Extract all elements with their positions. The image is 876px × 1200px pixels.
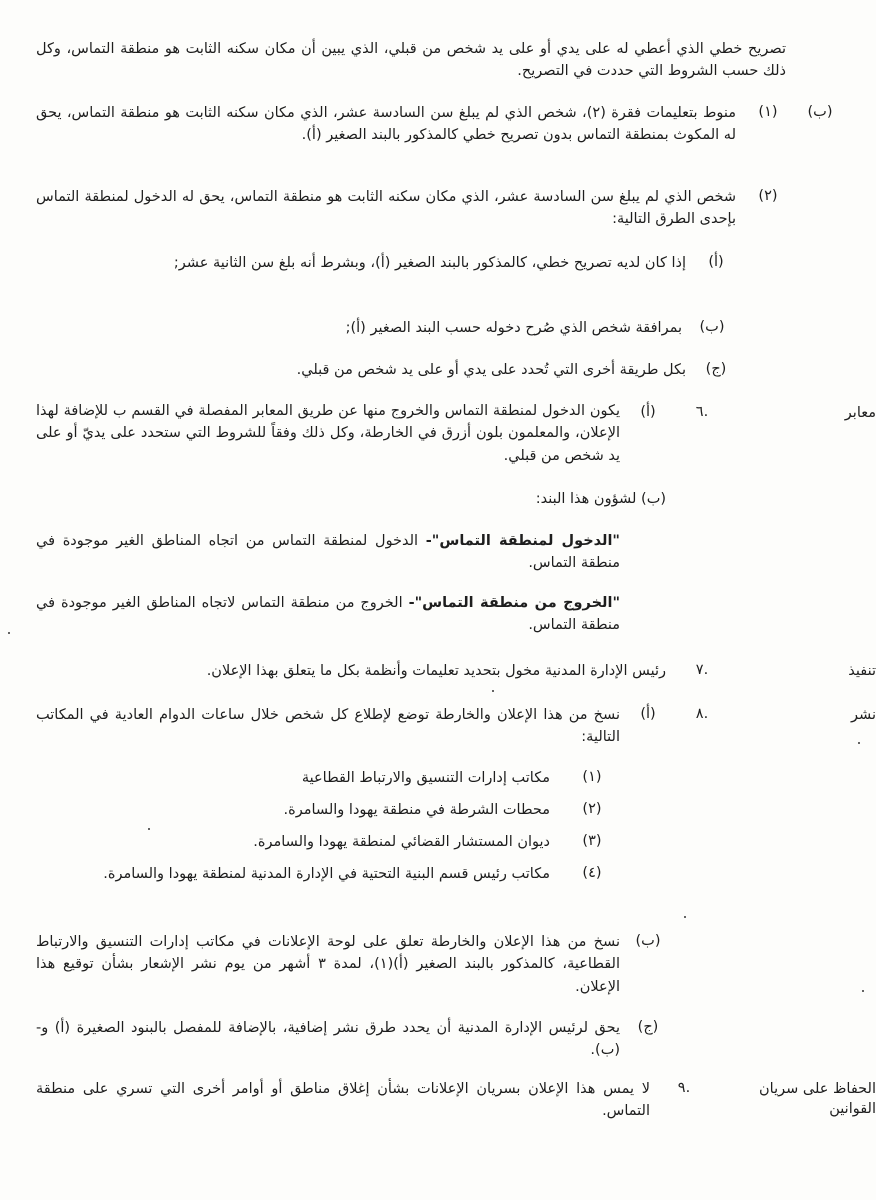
definition-exit-text: الخروج من منطقة التماس لاتجاه المناطق الغير موجودة في منطقة التماس. [36, 595, 620, 634]
scan-speck [492, 690, 494, 692]
section-7-text: رئيس الإدارة المدنية مخول بتحديد تعليمات وأنظمة بكل ما يتعلق بهذا الإعلان. [206, 663, 666, 679]
section-6-b-label: (ب) [641, 491, 666, 507]
clause-b2-sub-c-text: بكل طريقة أخرى التي تُحدد على يدي أو على يد شخص من قبلي. [296, 362, 686, 378]
section-6-a-text: يكون الدخول لمنطقة التماس والخروج منها عن طريق المعابر المفصلة في القسم ب للإضافة لهذا الإعلان، والمعلمون بلون أزرق في الخارطة، وكل ذلك وفقاً للشروط التي ستحدد على يديّ أو على يد شخص من قبلي. [36, 403, 620, 464]
definition-entry [36, 530, 620, 575]
clause-b1-number: (١) [758, 104, 778, 120]
section-9-side-title: الحفاظ على سريان القوانين [759, 1081, 876, 1117]
definition-exit-term: "الخروج من منطقة التماس"- [408, 595, 620, 611]
section-6-side-title: معابر [844, 405, 876, 421]
clause-b2-sub-b-text: بمرافقة شخص الذي صُرح دخوله حسب البند الصغير (أ); [345, 320, 682, 336]
section-9-text: لا يمس هذا الإعلان بسريان الإعلانات بشأن إغلاق مناطق أو أوامر أخرى التي تسري على منطقة التماس. [36, 1081, 650, 1120]
clause-b2-sub-c-label: (ج) [705, 361, 727, 377]
scan-speck [862, 990, 864, 992]
clause-b2-sub-a-text: إذا كان لديه تصريح خطي، كالمذكور بالبند الصغير (أ)، وبشرط أنه بلغ سن الثانية عشر; [173, 255, 686, 271]
clause-b2-text: شخص الذي لم يبلغ سن السادسة عشر، الذي مكان سكنه الثابت هو منطقة التماس، يحق له الدخول لمنطقة التماس بإحدى الطرق التالية: [36, 189, 736, 228]
definition-entry-text: الدخول لمنطقة التماس من اتجاه المناطق الغير موجودة في منطقة التماس. [36, 533, 620, 572]
section-7-number: .٧ [695, 662, 709, 678]
section-8-list-1-text: مكاتب إدارات التنسيق والارتباط القطاعية [301, 770, 550, 786]
section-8-c-label: (ج) [637, 1019, 659, 1035]
section-8-number: .٨ [695, 706, 709, 722]
clause-b2-number: (٢) [758, 188, 778, 204]
section-8-a-label: (أ) [640, 706, 656, 722]
clause-b1-text: منوط بتعليمات فقرة (٢)، شخص الذي لم يبلغ سن السادسة عشر، الذي مكان سكنه الثابت هو منطقة التماس، يحق له المكوث بمنطقة التماس بدون تصريح خطي كالمذكور بالبند الصغير (أ). [36, 105, 736, 144]
section-8-c-text: يحق لرئيس الإدارة المدنية أن يحدد طرق نشر إضافية، بالإضافة للمفصل بالبنود الصغيرة (أ) و- (ب). [36, 1020, 620, 1059]
section-8-side-title: نشر [851, 707, 876, 723]
clause-b2-sub-b-label: (ب) [699, 319, 725, 335]
section-8-b-text: نسخ من هذا الإعلان والخارطة تعلق على لوحة الإعلانات في مكاتب إدارات التنسيق والارتباط القطاعية، كالمذكور بالبند الصغير (أ)(١)، لمدة ٣ أشهر من يوم نشر الإشعار بشأن توقيع هذا الإعلان. [36, 934, 620, 995]
scan-speck [148, 828, 150, 830]
section-8-list-4-text: مكاتب رئيس قسم البنية التحتية في الإدارة المدنية لمنطقة يهودا والسامرة. [103, 866, 550, 882]
scan-speck [8, 632, 10, 634]
section-8-list-3-text: ديوان المستشار القضائي لمنطقة يهودا والسامرة. [253, 834, 550, 850]
section-6-b-text: لشؤون هذا البند: [535, 491, 637, 507]
section-6-b-heading [266, 488, 666, 510]
section-9-number: .٩ [677, 1080, 691, 1096]
definition-exit [36, 592, 620, 637]
clause-b-label: (ب) [807, 104, 833, 120]
section-8-b-label: (ب) [635, 933, 661, 949]
clause-b2-sub-a-label: (أ) [708, 254, 724, 270]
section-6-number: .٦ [695, 404, 709, 420]
continuation-paragraph: تصريح خطي الذي أعطي له على يدي أو على يد شخص من قبلي، الذي يبين أن مكان سكنه الثابت هو منطقة التماس، وكل ذلك حسب الشروط التي حددت في التصريح. [36, 41, 786, 80]
section-8-list-2-text: محطات الشرطة في منطقة يهودا والسامرة. [283, 802, 550, 818]
section-8-a-text: نسخ من هذا الإعلان والخارطة توضع لإطلاع كل شخص خلال ساعات الدوام العادية في المكاتب التالية: [36, 707, 620, 746]
section-8-list-2-number: (٢) [582, 801, 602, 817]
section-8-list-1-number: (١) [582, 769, 602, 785]
section-8-list-4-number: (٤) [582, 865, 602, 881]
scan-speck [684, 916, 686, 918]
section-7-side-title: تنفيذ [848, 663, 876, 679]
scan-speck [858, 742, 860, 744]
definition-entry-term: "الدخول لمنطقة التماس"- [425, 533, 620, 549]
section-8-list-3-number: (٣) [582, 833, 602, 849]
section-6-a-label: (أ) [640, 404, 656, 420]
